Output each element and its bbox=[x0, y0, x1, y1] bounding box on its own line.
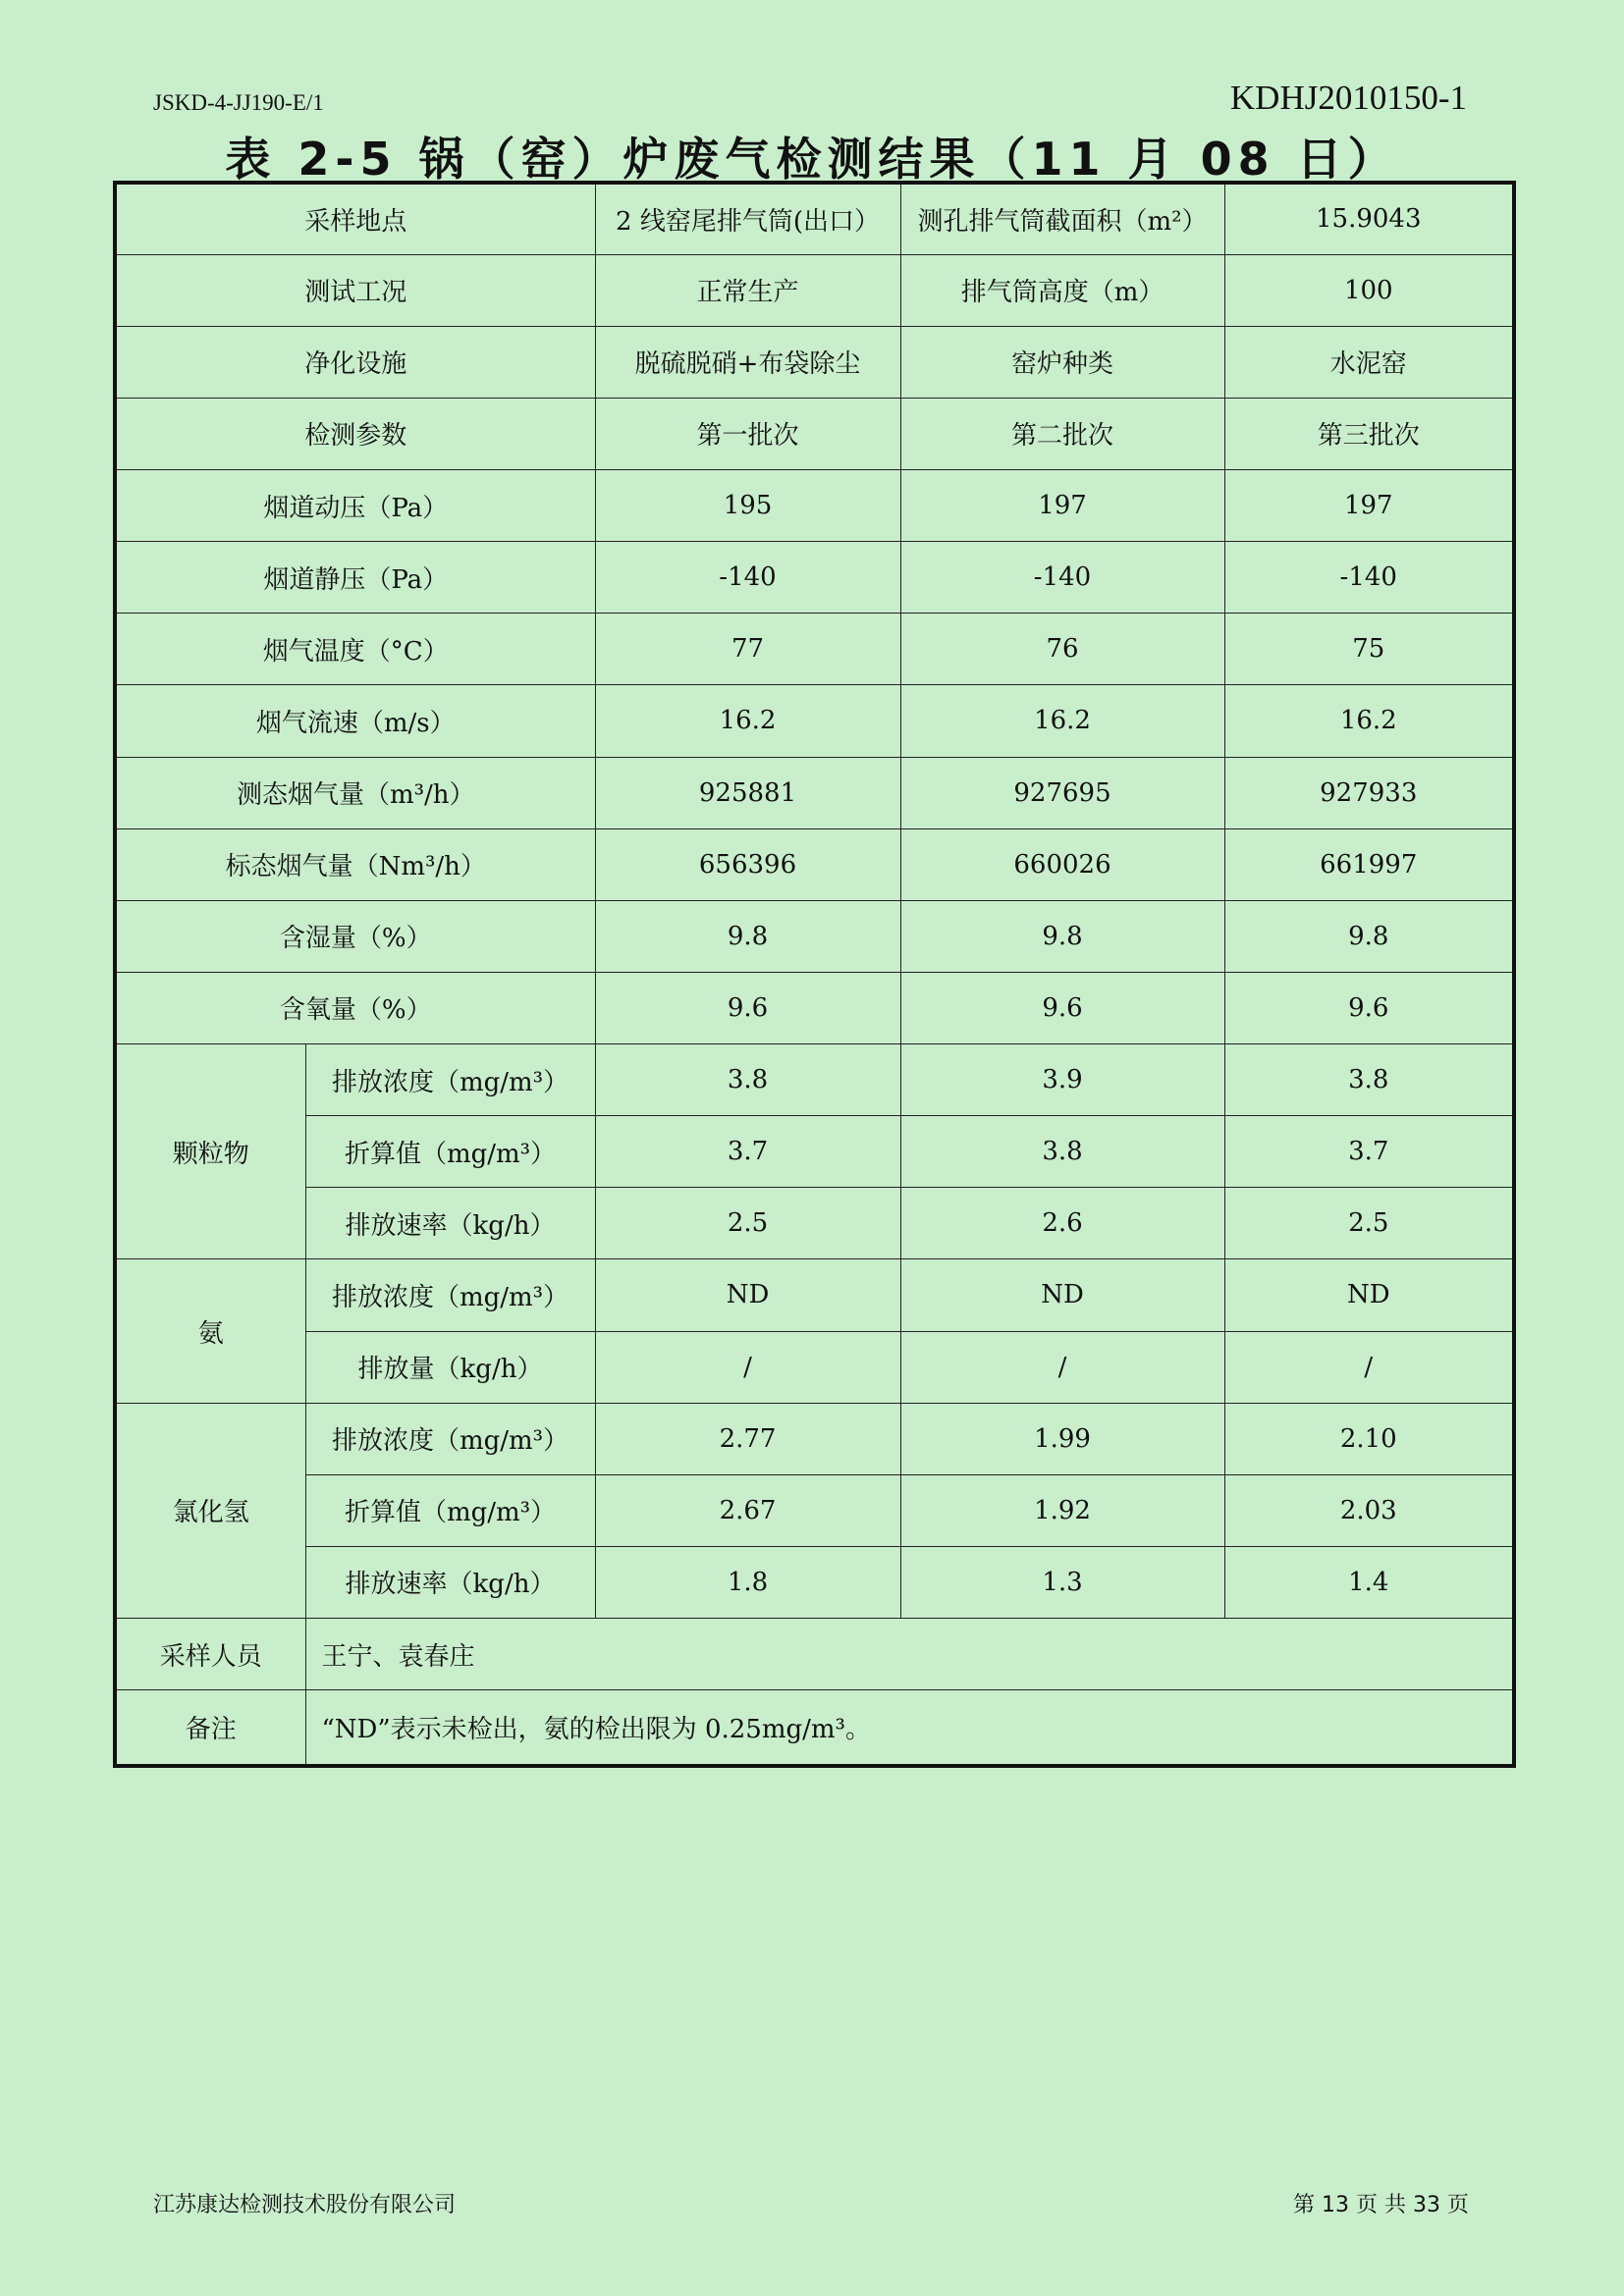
remark-value: “ND”表示未检出，氨的检出限为 0.25mg/m³。 bbox=[305, 1690, 1514, 1766]
pollutant-row bbox=[115, 1546, 1514, 1618]
param-value: -140 bbox=[595, 542, 900, 614]
pollutant-value: 2.5 bbox=[595, 1188, 900, 1259]
param-header-label: 检测参数 bbox=[115, 398, 595, 469]
stack-height-label: 排气筒高度（m） bbox=[900, 254, 1224, 326]
param-value: 661997 bbox=[1224, 828, 1514, 900]
param-value: 9.8 bbox=[595, 900, 900, 972]
table-title: 表 2-5 锅（窑）炉废气检测结果（11 月 08 日） bbox=[225, 133, 1399, 186]
pollutant-param-label: 排放浓度（mg/m³） bbox=[305, 1259, 595, 1331]
pollutant-row bbox=[115, 1331, 1514, 1403]
pollutant-value: 3.8 bbox=[1224, 1044, 1514, 1116]
param-value: 76 bbox=[900, 614, 1224, 685]
batch-header: 第三批次 bbox=[1224, 398, 1514, 469]
pollutant-value: 3.7 bbox=[595, 1116, 900, 1188]
pollutant-value: 2.77 bbox=[595, 1403, 900, 1474]
param-value: 656396 bbox=[595, 828, 900, 900]
param-value: 9.8 bbox=[1224, 900, 1514, 972]
emission-results-table bbox=[113, 181, 1516, 1768]
company-name: 江苏康达检测技术股份有限公司 bbox=[153, 2193, 457, 2217]
info-row-purification bbox=[115, 326, 1514, 398]
pollutant-value: 1.4 bbox=[1224, 1546, 1514, 1618]
pollutant-param-label: 折算值（mg/m³） bbox=[305, 1116, 595, 1188]
param-value: 197 bbox=[900, 470, 1224, 542]
remark-label: 备注 bbox=[115, 1690, 305, 1766]
pollutant-value: 3.9 bbox=[900, 1044, 1224, 1116]
param-value: 77 bbox=[595, 614, 900, 685]
pollutant-value: / bbox=[900, 1331, 1224, 1403]
pollutant-name: 氯化氢 bbox=[115, 1403, 305, 1618]
remark-row bbox=[115, 1690, 1514, 1766]
param-row bbox=[115, 614, 1514, 685]
param-row bbox=[115, 828, 1514, 900]
info-row-condition bbox=[115, 254, 1514, 326]
pollutant-param-label: 折算值（mg/m³） bbox=[305, 1474, 595, 1546]
pollutant-value: 1.8 bbox=[595, 1546, 900, 1618]
pollutant-value: 3.8 bbox=[595, 1044, 900, 1116]
purification-label: 净化设施 bbox=[115, 326, 595, 398]
purification-value: 脱硫脱硝+布袋除尘 bbox=[595, 326, 900, 398]
param-label: 烟气温度（°C） bbox=[115, 614, 595, 685]
param-row bbox=[115, 900, 1514, 972]
param-label: 含湿量（%） bbox=[115, 900, 595, 972]
param-label: 测态烟气量（m³/h） bbox=[115, 757, 595, 828]
sampling-site-label: 采样地点 bbox=[115, 183, 595, 254]
param-label: 含氧量（%） bbox=[115, 972, 595, 1043]
report-number: KDHJ2010150-1 bbox=[1229, 79, 1467, 117]
param-header-row bbox=[115, 398, 1514, 469]
param-row bbox=[115, 685, 1514, 757]
pollutant-row bbox=[115, 1044, 1514, 1116]
param-value: -140 bbox=[1224, 542, 1514, 614]
sampling-site-value: 2 线窑尾排气筒(出口） bbox=[595, 183, 900, 254]
param-value: 9.8 bbox=[900, 900, 1224, 972]
pollutant-value: / bbox=[1224, 1331, 1514, 1403]
condition-label: 测试工况 bbox=[115, 254, 595, 326]
param-label: 烟气流速（m/s） bbox=[115, 685, 595, 757]
section-area-value: 15.9043 bbox=[1224, 183, 1514, 254]
pollutant-value: / bbox=[595, 1331, 900, 1403]
pollutant-value: 3.8 bbox=[900, 1116, 1224, 1188]
condition-value: 正常生产 bbox=[595, 254, 900, 326]
param-value: -140 bbox=[900, 542, 1224, 614]
pollutant-name: 颗粒物 bbox=[115, 1044, 305, 1259]
doc-code: JSKD-4-JJ190-E/1 bbox=[153, 90, 324, 115]
param-label: 烟道静压（Pa） bbox=[115, 542, 595, 614]
kiln-type-value: 水泥窑 bbox=[1224, 326, 1514, 398]
pollutant-name: 氨 bbox=[115, 1259, 305, 1403]
param-label: 标态烟气量（Nm³/h） bbox=[115, 828, 595, 900]
param-value: 9.6 bbox=[595, 972, 900, 1043]
page-number: 第 13 页 共 33 页 bbox=[1293, 2193, 1469, 2217]
param-value: 16.2 bbox=[1224, 685, 1514, 757]
pollutant-value: 2.10 bbox=[1224, 1403, 1514, 1474]
sampler-value: 王宁、袁春庄 bbox=[305, 1619, 1514, 1690]
batch-header: 第一批次 bbox=[595, 398, 900, 469]
pollutant-row bbox=[115, 1188, 1514, 1259]
pollutant-row bbox=[115, 1116, 1514, 1188]
pollutant-value: ND bbox=[595, 1259, 900, 1331]
batch-header: 第二批次 bbox=[900, 398, 1224, 469]
pollutant-value: 1.99 bbox=[900, 1403, 1224, 1474]
param-label: 烟道动压（Pa） bbox=[115, 470, 595, 542]
pollutant-param-label: 排放量（kg/h） bbox=[305, 1331, 595, 1403]
param-value: 9.6 bbox=[900, 972, 1224, 1043]
pollutant-row bbox=[115, 1403, 1514, 1474]
pollutant-value: 3.7 bbox=[1224, 1116, 1514, 1188]
section-area-label: 测孔排气筒截面积（m²） bbox=[900, 183, 1224, 254]
pollutant-param-label: 排放速率（kg/h） bbox=[305, 1546, 595, 1618]
param-value: 16.2 bbox=[595, 685, 900, 757]
sampler-row bbox=[115, 1619, 1514, 1690]
pollutant-value: 2.67 bbox=[595, 1474, 900, 1546]
param-row bbox=[115, 757, 1514, 828]
pollutant-row bbox=[115, 1474, 1514, 1546]
pollutant-value: 1.92 bbox=[900, 1474, 1224, 1546]
param-row bbox=[115, 972, 1514, 1043]
pollutant-param-label: 排放浓度（mg/m³） bbox=[305, 1403, 595, 1474]
param-value: 75 bbox=[1224, 614, 1514, 685]
param-value: 197 bbox=[1224, 470, 1514, 542]
param-value: 927695 bbox=[900, 757, 1224, 828]
info-row-site bbox=[115, 183, 1514, 254]
param-value: 660026 bbox=[900, 828, 1224, 900]
sampler-label: 采样人员 bbox=[115, 1619, 305, 1690]
pollutant-value: 2.5 bbox=[1224, 1188, 1514, 1259]
kiln-type-label: 窑炉种类 bbox=[900, 326, 1224, 398]
param-row bbox=[115, 542, 1514, 614]
param-value: 9.6 bbox=[1224, 972, 1514, 1043]
param-value: 195 bbox=[595, 470, 900, 542]
pollutant-value: 2.03 bbox=[1224, 1474, 1514, 1546]
stack-height-value: 100 bbox=[1224, 254, 1514, 326]
pollutant-param-label: 排放速率（kg/h） bbox=[305, 1188, 595, 1259]
pollutant-value: ND bbox=[1224, 1259, 1514, 1331]
param-value: 16.2 bbox=[900, 685, 1224, 757]
param-value: 927933 bbox=[1224, 757, 1514, 828]
param-row bbox=[115, 470, 1514, 542]
param-value: 925881 bbox=[595, 757, 900, 828]
pollutant-value: 2.6 bbox=[900, 1188, 1224, 1259]
pollutant-row bbox=[115, 1259, 1514, 1331]
pollutant-value: ND bbox=[900, 1259, 1224, 1331]
pollutant-value: 1.3 bbox=[900, 1546, 1224, 1618]
pollutant-param-label: 排放浓度（mg/m³） bbox=[305, 1044, 595, 1116]
